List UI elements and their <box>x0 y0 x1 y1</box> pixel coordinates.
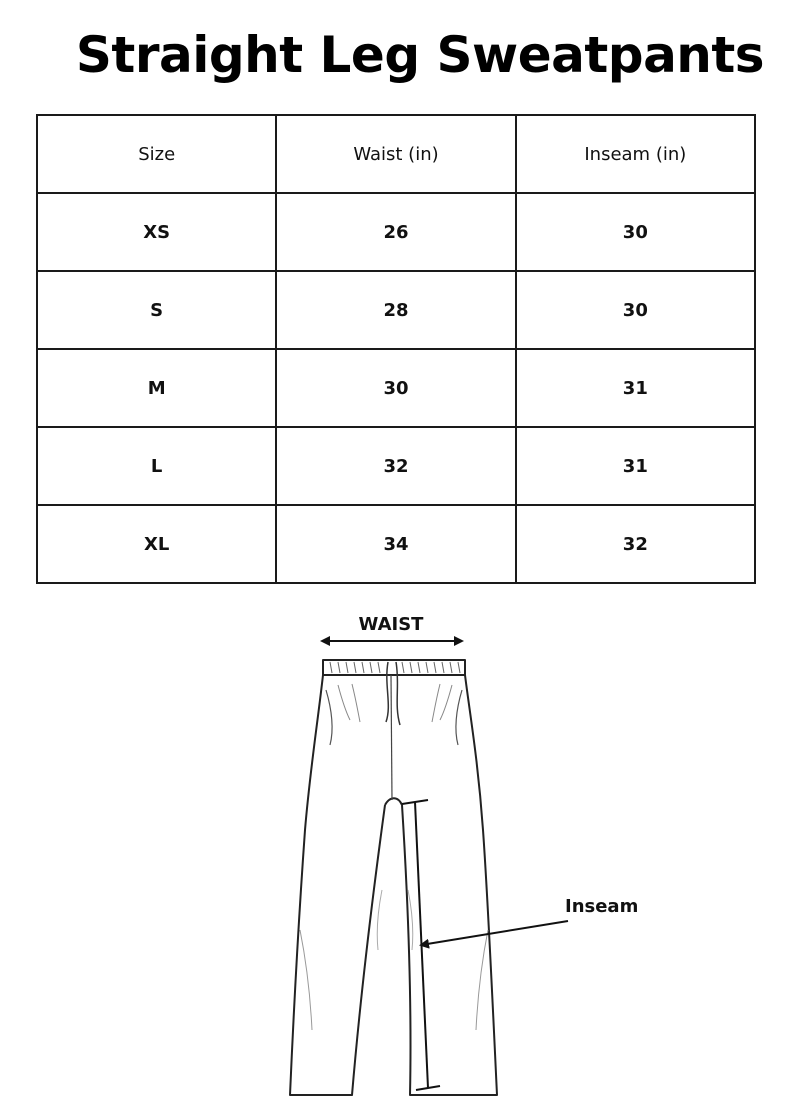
inseam-cell: 31 <box>516 427 755 505</box>
inseam-cell: 30 <box>516 271 755 349</box>
inseam-arrow <box>421 921 568 945</box>
size-cell: M <box>37 349 276 427</box>
inseam-cell: 32 <box>516 505 755 583</box>
header-size: Size <box>37 115 276 193</box>
header-inseam: Inseam (in) <box>516 115 755 193</box>
size-cell: S <box>37 271 276 349</box>
left-leg <box>290 675 385 1095</box>
size-cell: XL <box>37 505 276 583</box>
size-cell: L <box>37 427 276 505</box>
page-title: Straight Leg Sweatpants <box>75 26 765 84</box>
table-row <box>37 349 755 427</box>
waist-cell: 28 <box>276 271 515 349</box>
inseam-cell: 30 <box>516 193 755 271</box>
table-row <box>37 427 755 505</box>
inseam-cell: 31 <box>516 349 755 427</box>
waist-cell: 30 <box>276 349 515 427</box>
size-cell: XS <box>37 193 276 271</box>
waist-cell: 34 <box>276 505 515 583</box>
inseam-label: Inseam <box>565 896 639 917</box>
table-row <box>37 193 755 271</box>
header-waist: Waist (in) <box>276 115 515 193</box>
pants-illustration <box>290 660 497 1095</box>
waist-label: WAIST <box>358 614 424 635</box>
sweatpants-measurement-diagram <box>0 600 794 1105</box>
table-row <box>37 271 755 349</box>
size-chart-table <box>36 114 756 584</box>
waist-cell: 32 <box>276 427 515 505</box>
right-leg <box>402 675 497 1095</box>
waist-cell: 26 <box>276 193 515 271</box>
table-row <box>37 505 755 583</box>
table-header-row <box>37 115 755 193</box>
